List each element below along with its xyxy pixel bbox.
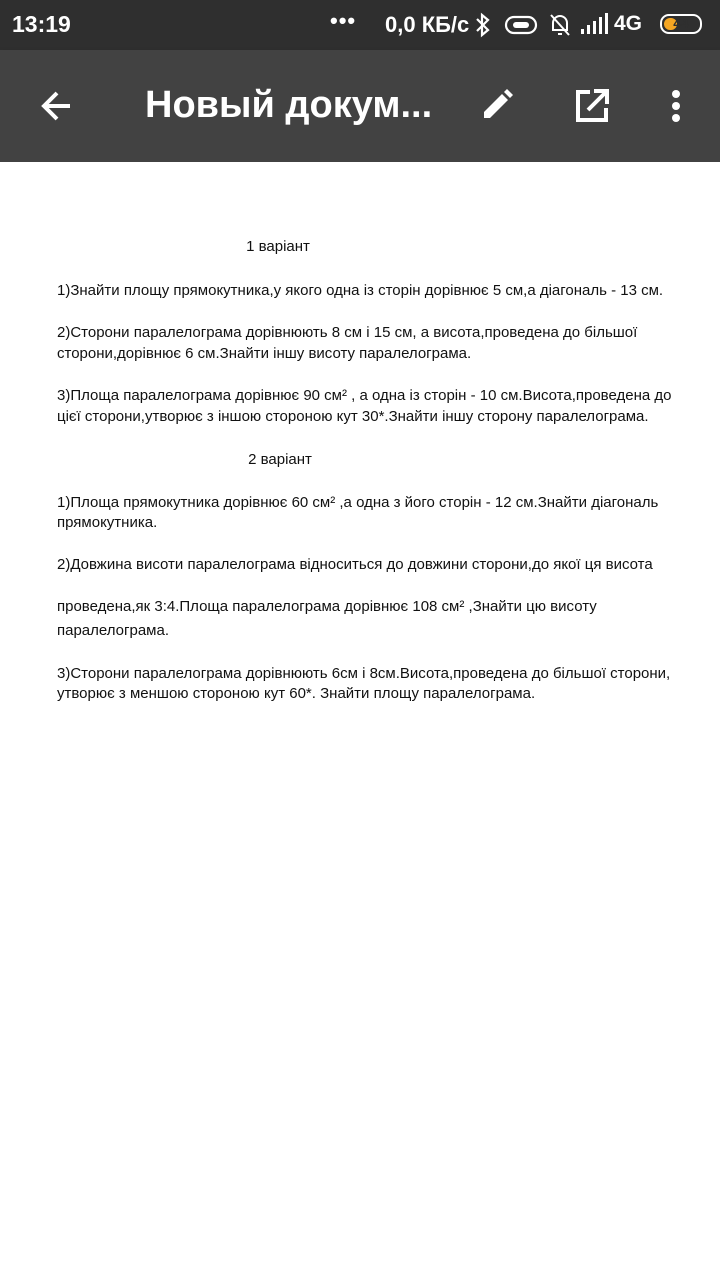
mute-bell-icon xyxy=(548,12,572,43)
variant1-question2-line2: сторони,дорівнює 6 см.Знайти іншу висоту паралелограма. xyxy=(57,345,472,362)
variant1-heading: 1 варіант xyxy=(246,238,310,255)
document-title: Новый докум... xyxy=(145,84,433,126)
status-bar xyxy=(0,0,720,50)
variant2-heading: 2 варіант xyxy=(248,451,312,468)
open-external-icon xyxy=(572,86,612,126)
network-type-label: 4G xyxy=(614,12,643,35)
variant2-question3-line2: утворює з меншою стороною кут 60*. Знайти площу паралелограма. xyxy=(57,685,536,702)
signal-icon xyxy=(580,12,608,41)
open-external-button[interactable] xyxy=(564,78,620,134)
edit-pencil-icon xyxy=(476,86,516,126)
network-type xyxy=(614,12,642,36)
bluetooth-icon xyxy=(474,12,492,43)
variant2-question3-line1: 3)Сторони паралелограма дорівнюють 6см і 8см.Висота,проведена до більшої сторони, xyxy=(57,665,671,682)
battery-level: 44 xyxy=(673,15,689,31)
back-button[interactable] xyxy=(28,78,84,134)
status-time: 13:19 xyxy=(12,11,71,37)
variant2-question2-line2: проведена,як 3:4.Площа паралелограма дорівнює 108 см² ,Знайти цю висоту xyxy=(57,598,597,615)
back-arrow-icon xyxy=(36,86,76,126)
variant2-question2-line3: паралелограма. xyxy=(57,622,169,639)
battery-icon xyxy=(660,14,702,34)
document-page xyxy=(0,162,720,1280)
more-vert-icon xyxy=(666,86,686,126)
more-options-button[interactable] xyxy=(648,78,704,134)
app-toolbar xyxy=(0,50,720,162)
variant2-question2-line1: 2)Довжина висоти паралелограма відноситься до довжини сторони,до якої ця висота xyxy=(57,556,653,573)
notification-dots: ••• xyxy=(330,8,357,33)
variant2-question1-line2: прямокутника. xyxy=(57,514,158,531)
variant1-question3-line2: цієї сторони,утворює з іншою стороною кут 30*.Знайти іншу сторону паралелограма. xyxy=(57,408,649,425)
variant1-question3-line1: 3)Площа паралелограма дорівнює 90 см² , а одна із сторін - 10 см.Висота,проведена до xyxy=(57,387,672,404)
variant1-question2-line1: 2)Сторони паралелограма дорівнюють 8 см і 15 см, а висота,проведена до більшої xyxy=(57,324,638,341)
edit-button[interactable] xyxy=(468,78,524,134)
toggle-icon xyxy=(504,14,538,41)
variant1-question1: 1)Знайти площу прямокутника,у якого одна із сторін дорівнює 5 см,а діагональ - 13 см. xyxy=(57,282,664,299)
variant2-question1-line1: 1)Площа прямокутника дорівнює 60 см² ,а одна з його сторін - 12 см.Знайти діагональ xyxy=(57,494,659,511)
network-speed: 0,0 КБ/с xyxy=(385,12,470,37)
